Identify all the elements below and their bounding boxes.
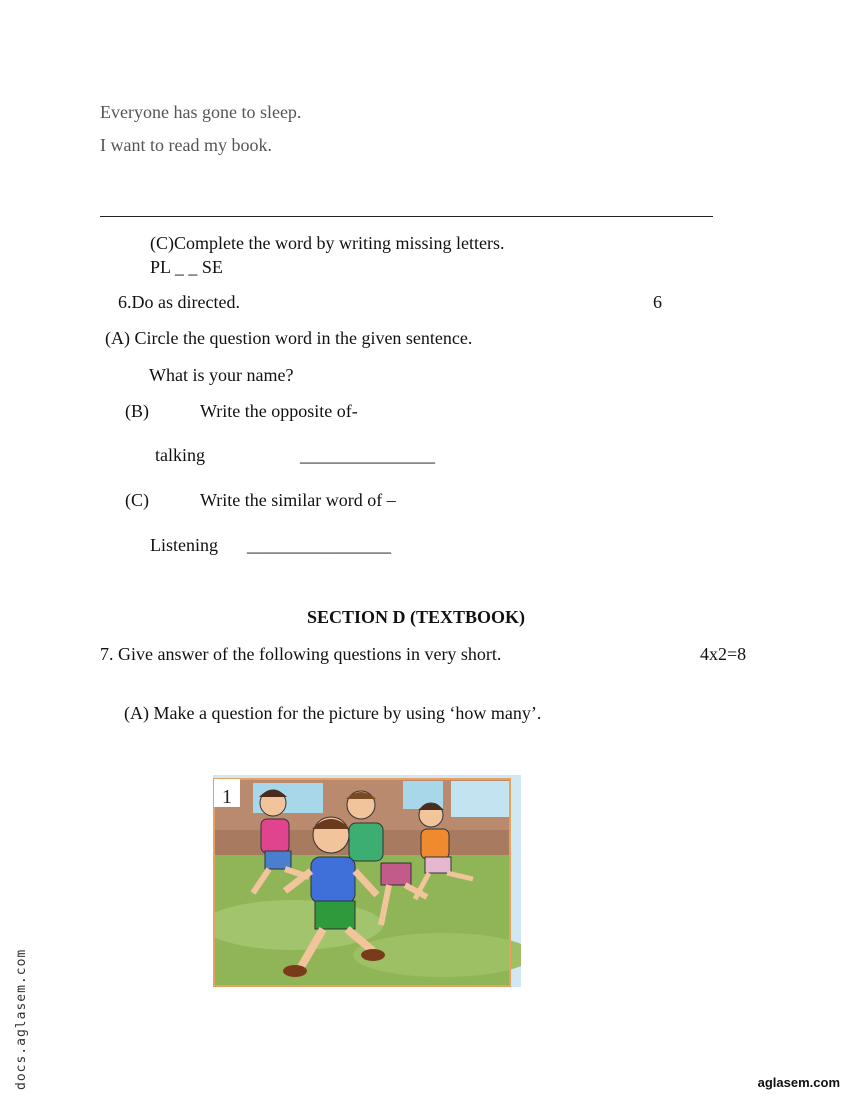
q6a-sentence: What is your name? [149, 365, 294, 385]
q6c-text: Write the similar word of – [200, 490, 396, 510]
q6b-word: talking [155, 445, 205, 465]
q6a-text: (A) Circle the question word in the given sentence. [105, 328, 473, 348]
q7-marks: 4x2=8 [700, 644, 747, 664]
section-d-title: SECTION D (TEXTBOOK) [307, 607, 526, 627]
q5c-instruction: (C)Complete the word by writing missing letters. [150, 233, 505, 253]
picture-number: 1 [222, 786, 232, 808]
q6c-word: Listening [150, 535, 218, 555]
q6-marks: 6 [653, 292, 662, 312]
q6c-label: (C) [125, 490, 149, 510]
q6b-text: Write the opposite of- [200, 401, 358, 421]
q6b-label: (B) [125, 401, 149, 421]
q7-text: 7. Give answer of the following questions in very short. [100, 644, 502, 664]
answer-rule [100, 216, 713, 217]
q7a-text: (A) Make a question for the picture by using ‘how many’. [124, 703, 542, 723]
children-running-picture [213, 775, 521, 987]
side-watermark: docs.aglasem.com [14, 948, 29, 1090]
q6b-blank: _______________ [300, 445, 435, 465]
q5c-word: PL _ _ SE [150, 257, 223, 277]
q6-heading: 6.Do as directed. [118, 292, 240, 312]
corner-watermark: aglasem.com [757, 1075, 840, 1090]
passage-line-2: I want to read my book. [100, 135, 272, 155]
q6c-blank: ________________ [247, 535, 391, 555]
passage-line-1: Everyone has gone to sleep. [100, 102, 302, 122]
